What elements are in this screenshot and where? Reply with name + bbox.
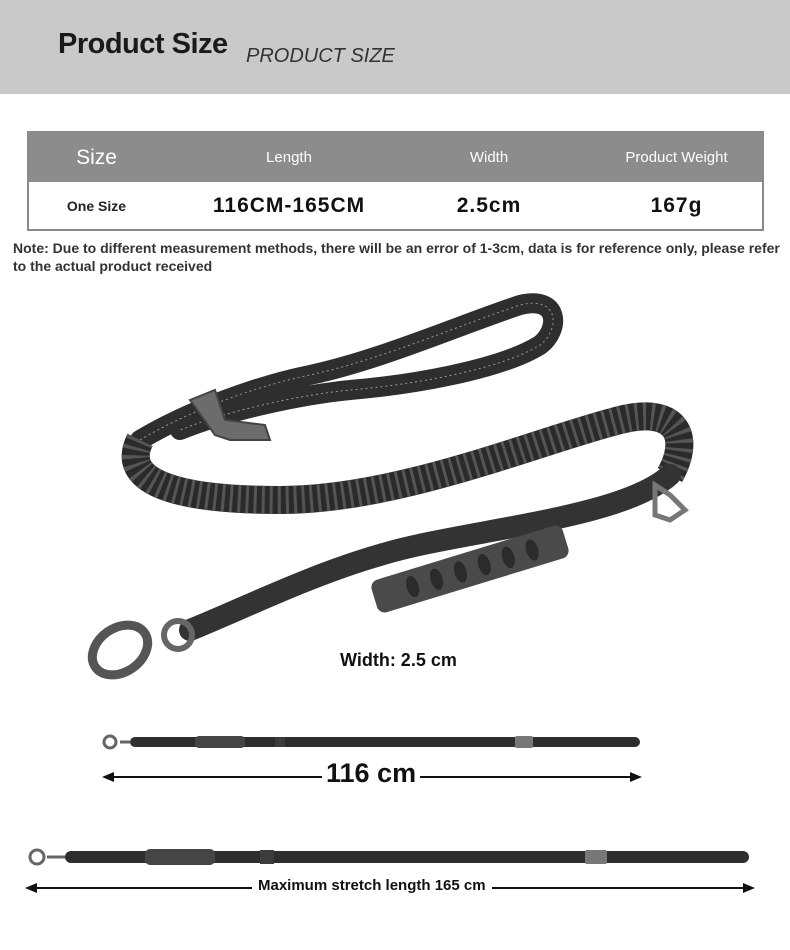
- max-stretch-label: Maximum stretch length 165 cm: [252, 877, 492, 894]
- page-subtitle: PRODUCT SIZE: [246, 45, 395, 67]
- cell-width: 2.5cm: [456, 193, 522, 217]
- page-title: Product Size: [58, 28, 228, 60]
- header-width: Width: [469, 149, 509, 166]
- measurement-note: Note: Due to different measurement methods, there will be an error of 1-3cm, data is for reference only, please refer to the actual product received: [13, 240, 780, 274]
- header-banner: [0, 0, 790, 94]
- cell-length: 116CM-165CM: [212, 193, 366, 217]
- length-label: 116 cm: [322, 758, 420, 789]
- table-header-row: [29, 133, 762, 182]
- cell-size: One Size: [66, 197, 127, 214]
- leash-product-image: [80, 290, 700, 690]
- unstretched-leash-image: [100, 728, 645, 756]
- size-table: [27, 131, 764, 231]
- width-label: Width: 2.5 cm: [340, 650, 457, 670]
- header-weight: Product Weight: [625, 149, 728, 166]
- cell-weight: 167g: [650, 193, 703, 217]
- header-length: Length: [266, 149, 312, 166]
- stretched-leash-image: [25, 840, 755, 874]
- table-row: [29, 182, 762, 229]
- header-size: Size: [76, 145, 117, 169]
